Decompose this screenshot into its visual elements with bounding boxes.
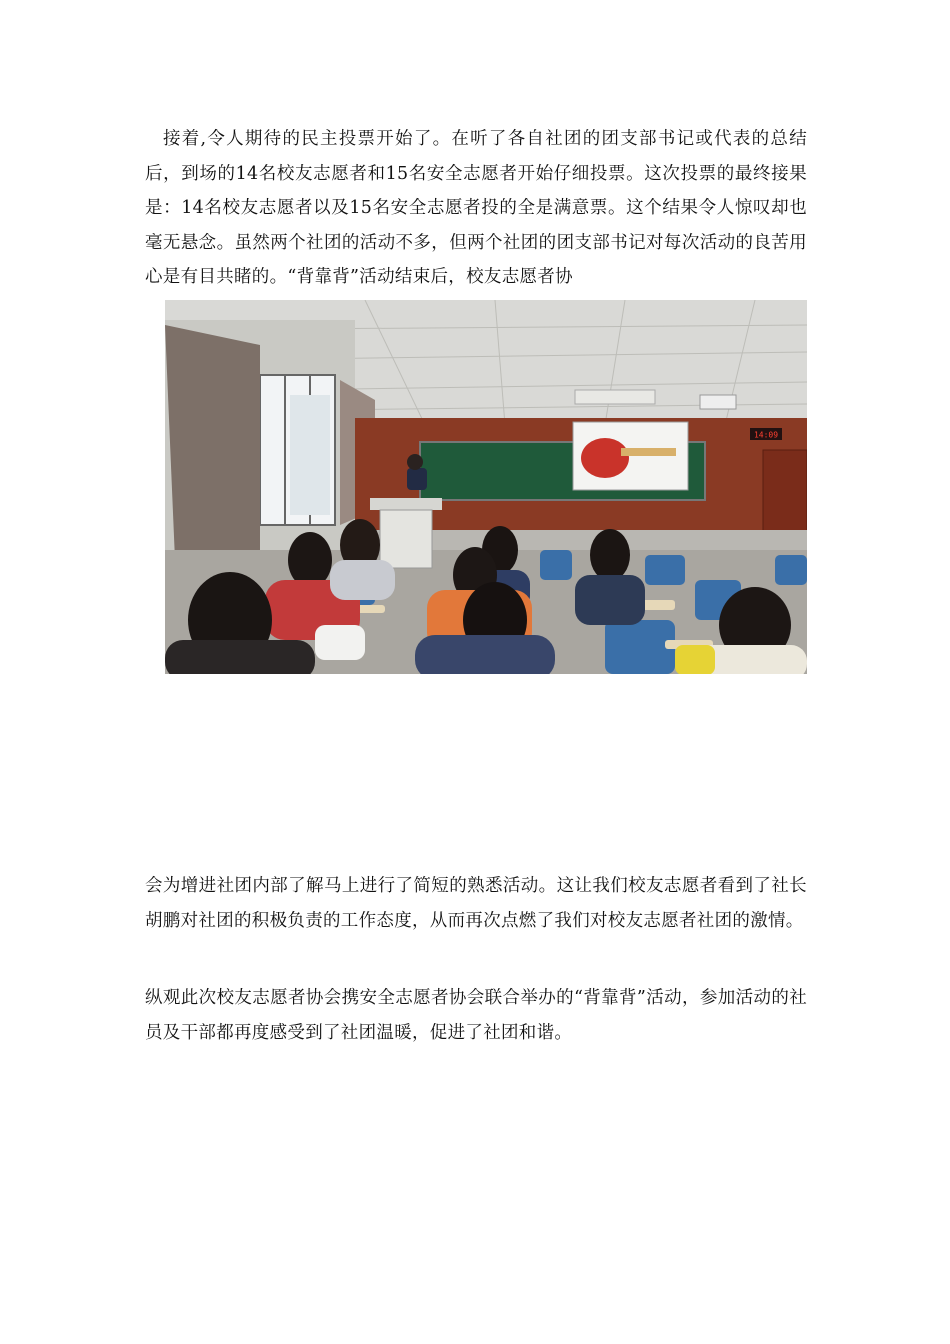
- body-paragraph-3: 纵观此次校友志愿者协会携安全志愿者协会联合举办的“背靠背”活动，参加活动的社员及干部都再度感受到了社团温暖，促进了社团和谐。: [145, 988, 807, 1043]
- classroom-photo: [165, 300, 807, 674]
- clock-readout: 14:09: [753, 430, 779, 440]
- body-paragraph-1: 接着,令人期待的民主投票开始了。在听了各自社团的团支部书记或代表的总结后，到场的14名校友志愿者和15名安全志愿者开始仔细投票。这次投票的最终接果是：14名校友志愿者以及15名安全志愿者投的全是满意票。这个结果令人惊叹却也毫无悬念。虽然两个社团的活动不多，但两个社团的团支部书记对每次活动的良苦用心是有目共睹的。“背靠背”活动结束后，校友志愿者协: [145, 129, 807, 287]
- body-paragraph-2: 会为增进社团内部了解马上进行了简短的熟悉活动。这让我们校友志愿者看到了社长胡鹏对社团的积极负责的工作态度，从而再次点燃了我们对校友志愿者社团的激情。: [145, 876, 807, 931]
